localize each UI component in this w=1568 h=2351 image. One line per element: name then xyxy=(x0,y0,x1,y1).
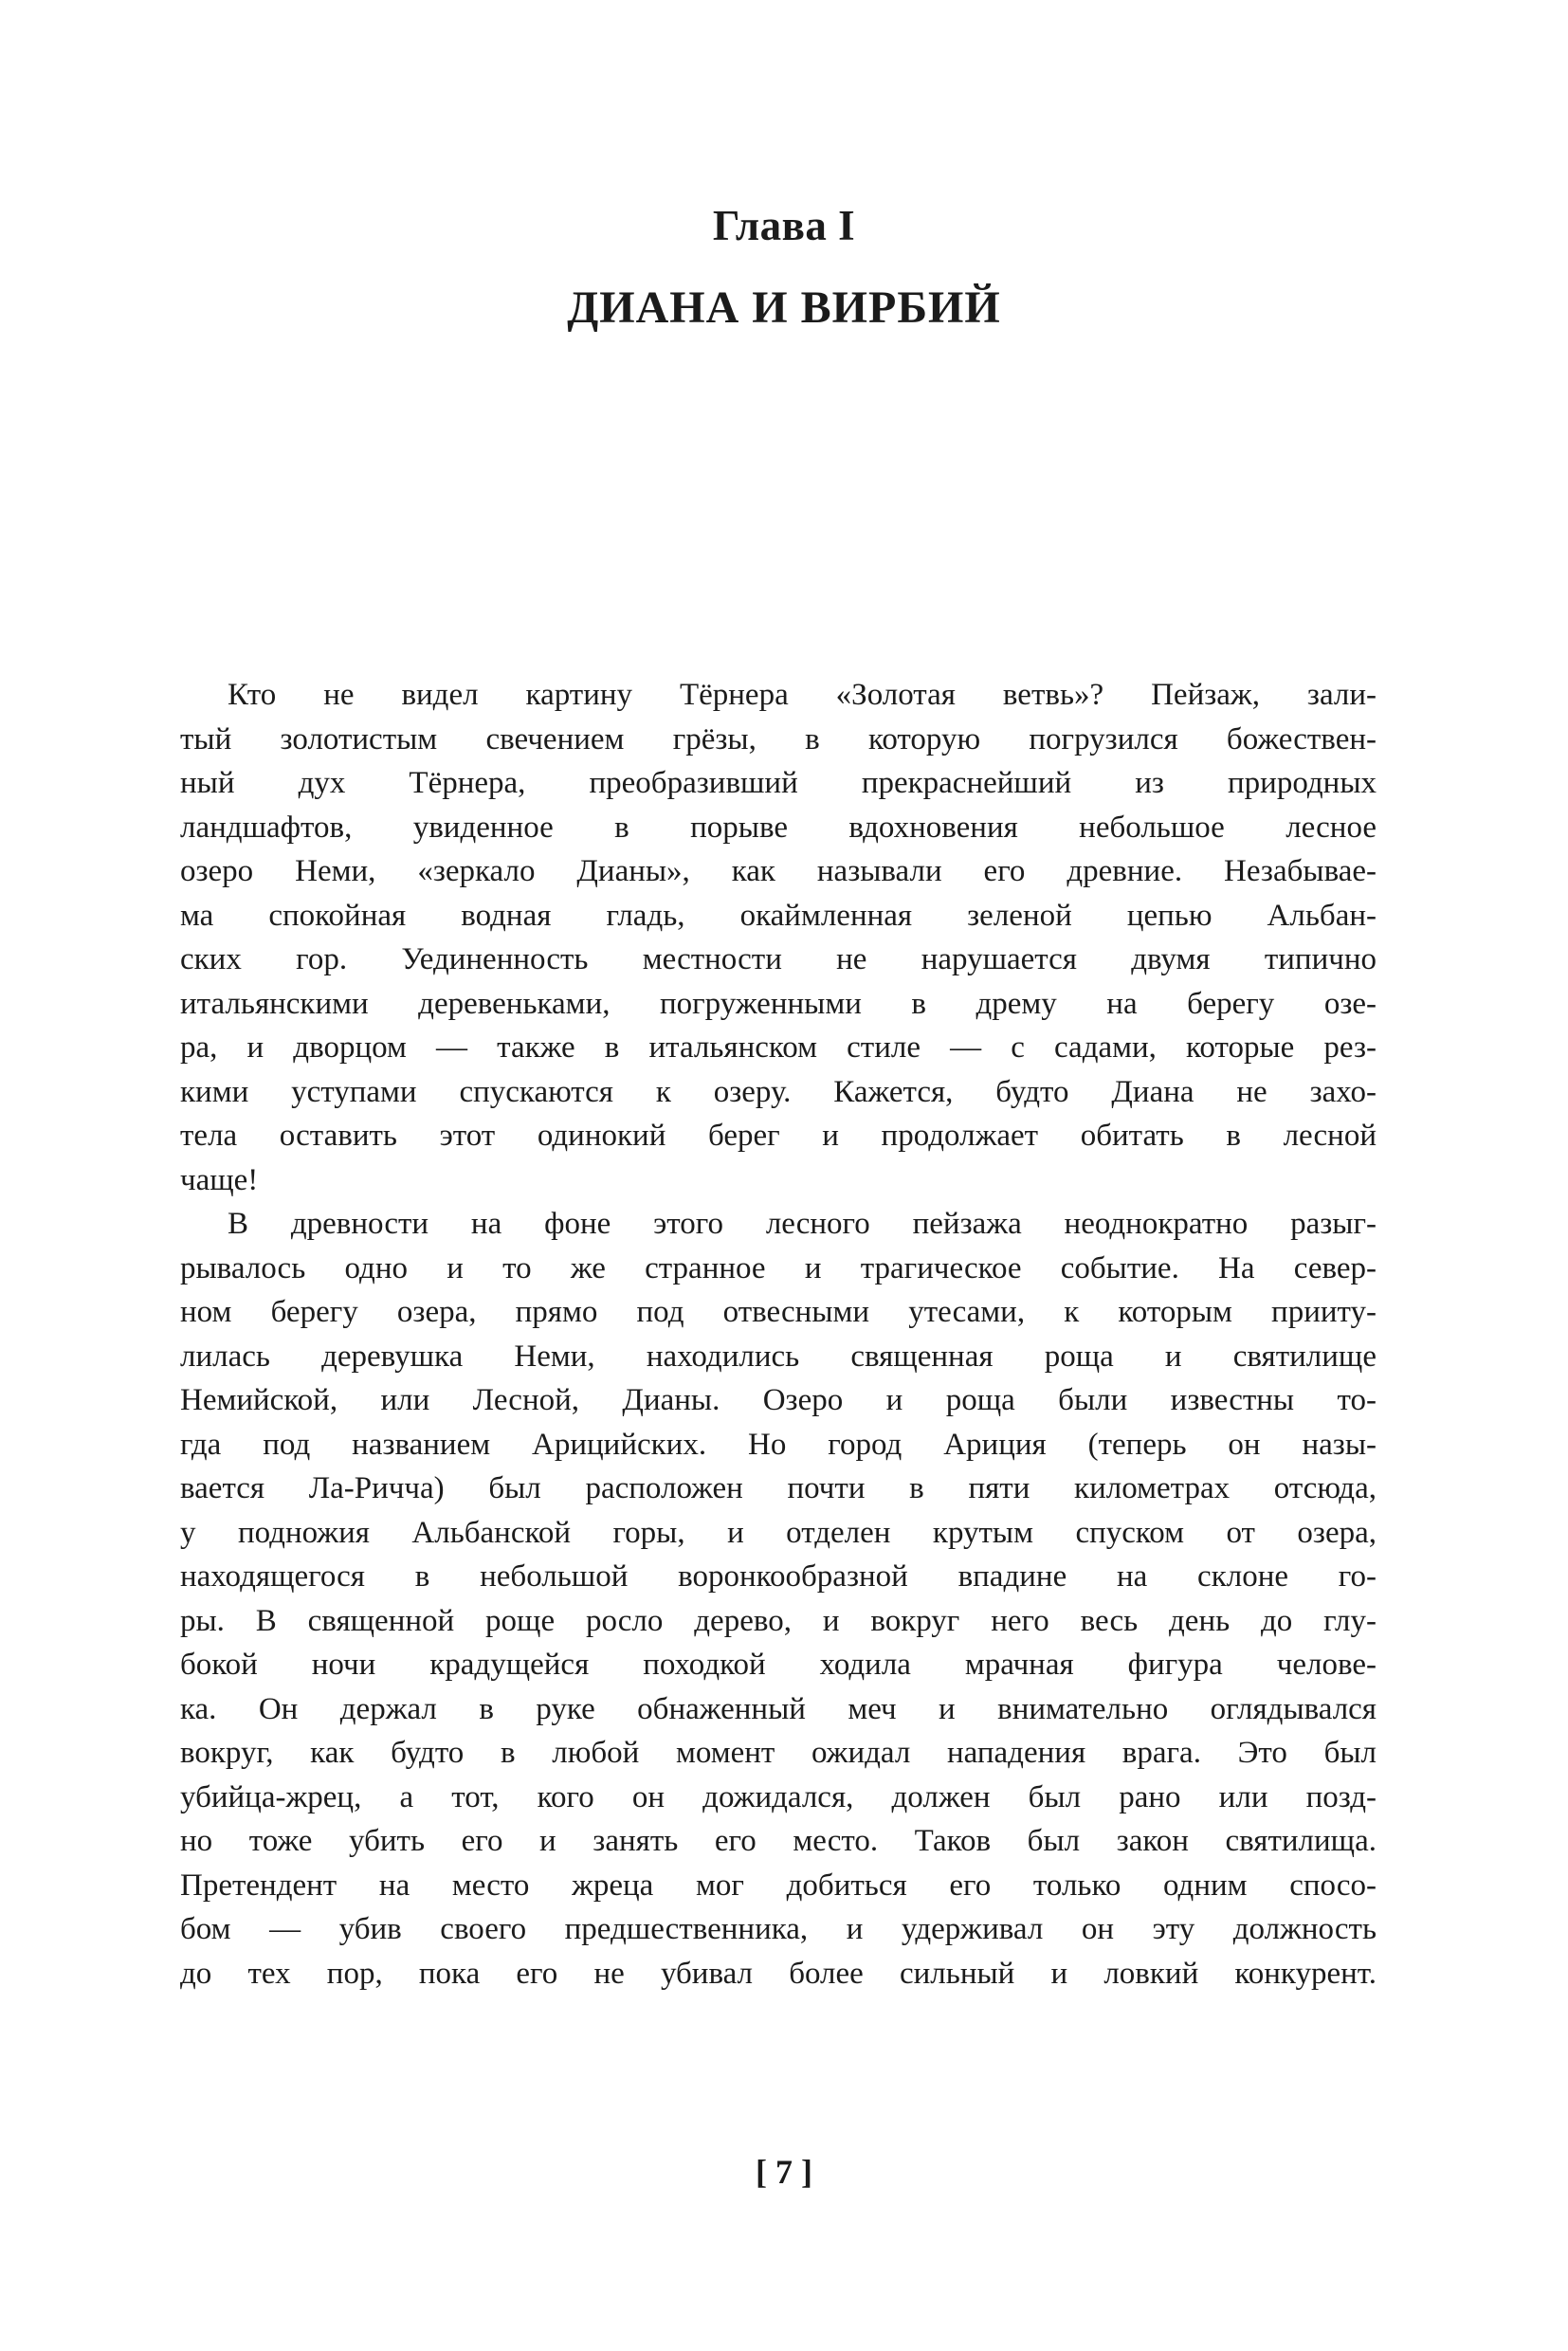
text-line: гда под названием Арицийских. Но город Ариция (теперь он назы- xyxy=(180,1427,1377,1462)
text-line: ма спокойная водная гладь, окаймленная зеленой цепью Альбан- xyxy=(180,898,1377,933)
text-line: ских гор. Уединенность местности не нарушается двумя типично xyxy=(180,942,1377,976)
text-line: Претендент на место жреца мог добиться его только одним спосо- xyxy=(180,1868,1377,1903)
text-line: рывалось одно и то же странное и трагическое событие. На север- xyxy=(180,1250,1377,1285)
text-line: но тоже убить его и занять его место. Таков был закон святилища. xyxy=(180,1824,1377,1858)
text-line: Немийской, или Лесной, Дианы. Озеро и роща были известны то- xyxy=(180,1383,1377,1417)
text-line: ландшафтов, увиденное в порыве вдохновения небольшое лесное xyxy=(180,810,1377,845)
text-line: Кто не видел картину Тёрнера «Золотая ветвь»? Пейзаж, зали- xyxy=(228,678,1377,712)
text-line: ры. В священной роще росло дерево, и вокруг него весь день до глу- xyxy=(180,1603,1377,1638)
text-line: озеро Неми, «зеркало Дианы», как называли его древние. Незабывае- xyxy=(180,854,1377,888)
paragraph xyxy=(180,1202,1377,1996)
text-line: бом — убив своего предшественника, и удерживал он эту должность xyxy=(180,1912,1377,1946)
text-line: чаще! xyxy=(180,1162,259,1197)
text-line: ный дух Тёрнера, преобразивший прекраснейший из природных xyxy=(180,766,1377,800)
text-line: до тех пор, пока его не убивал более сильный и ловкий конкурент. xyxy=(180,1956,1377,1991)
paragraph xyxy=(180,673,1377,1202)
body-text xyxy=(180,673,1377,1996)
text-line: В древности на фоне этого лесного пейзажа неоднократно разыг- xyxy=(228,1207,1377,1241)
page-number: [ 7 ] xyxy=(756,2153,812,2191)
text-line: итальянскими деревеньками, погруженными в дрему на берегу озе- xyxy=(180,986,1377,1021)
text-line: тела оставить этот одинокий берег и продолжает обитать в лесной xyxy=(180,1119,1377,1153)
text-line: ра, и дворцом — также в итальянском стиле — с садами, которые рез- xyxy=(180,1030,1377,1065)
chapter-label: Глава I xyxy=(712,202,856,249)
chapter-title: ДИАНА И ВИРБИЙ xyxy=(567,282,1001,333)
text-line: лилась деревушка Неми, находились священная роща и святилище xyxy=(180,1339,1377,1374)
text-line: ном берегу озера, прямо под отвесными утесами, к которым прииту- xyxy=(180,1295,1377,1329)
text-line: вается Ла-Ричча) был расположен почти в пяти километрах отсюда, xyxy=(180,1471,1377,1505)
text-line: тый золотистым свечением грёзы, в которую погрузился божествен- xyxy=(180,721,1377,756)
text-line: у подножия Альбанской горы, и отделен крутым спуском от озера, xyxy=(180,1515,1377,1550)
chapter-header xyxy=(0,199,1568,339)
text-line: вокруг, как будто в любой момент ожидал нападения врага. Это был xyxy=(180,1736,1377,1770)
text-line: кими уступами спускаются к озеру. Кажется, будто Диана не захо- xyxy=(180,1074,1377,1109)
text-line: ка. Он держал в руке обнаженный меч и внимательно оглядывался xyxy=(180,1691,1377,1726)
text-line: убийца-жрец, а тот, кого он дожидался, должен был рано или позд- xyxy=(180,1779,1377,1814)
text-line: бокой ночи крадущейся походкой ходила мрачная фигура челове- xyxy=(180,1648,1377,1682)
text-line: находящегося в небольшой воронкообразной впадине на склоне го- xyxy=(180,1559,1377,1594)
